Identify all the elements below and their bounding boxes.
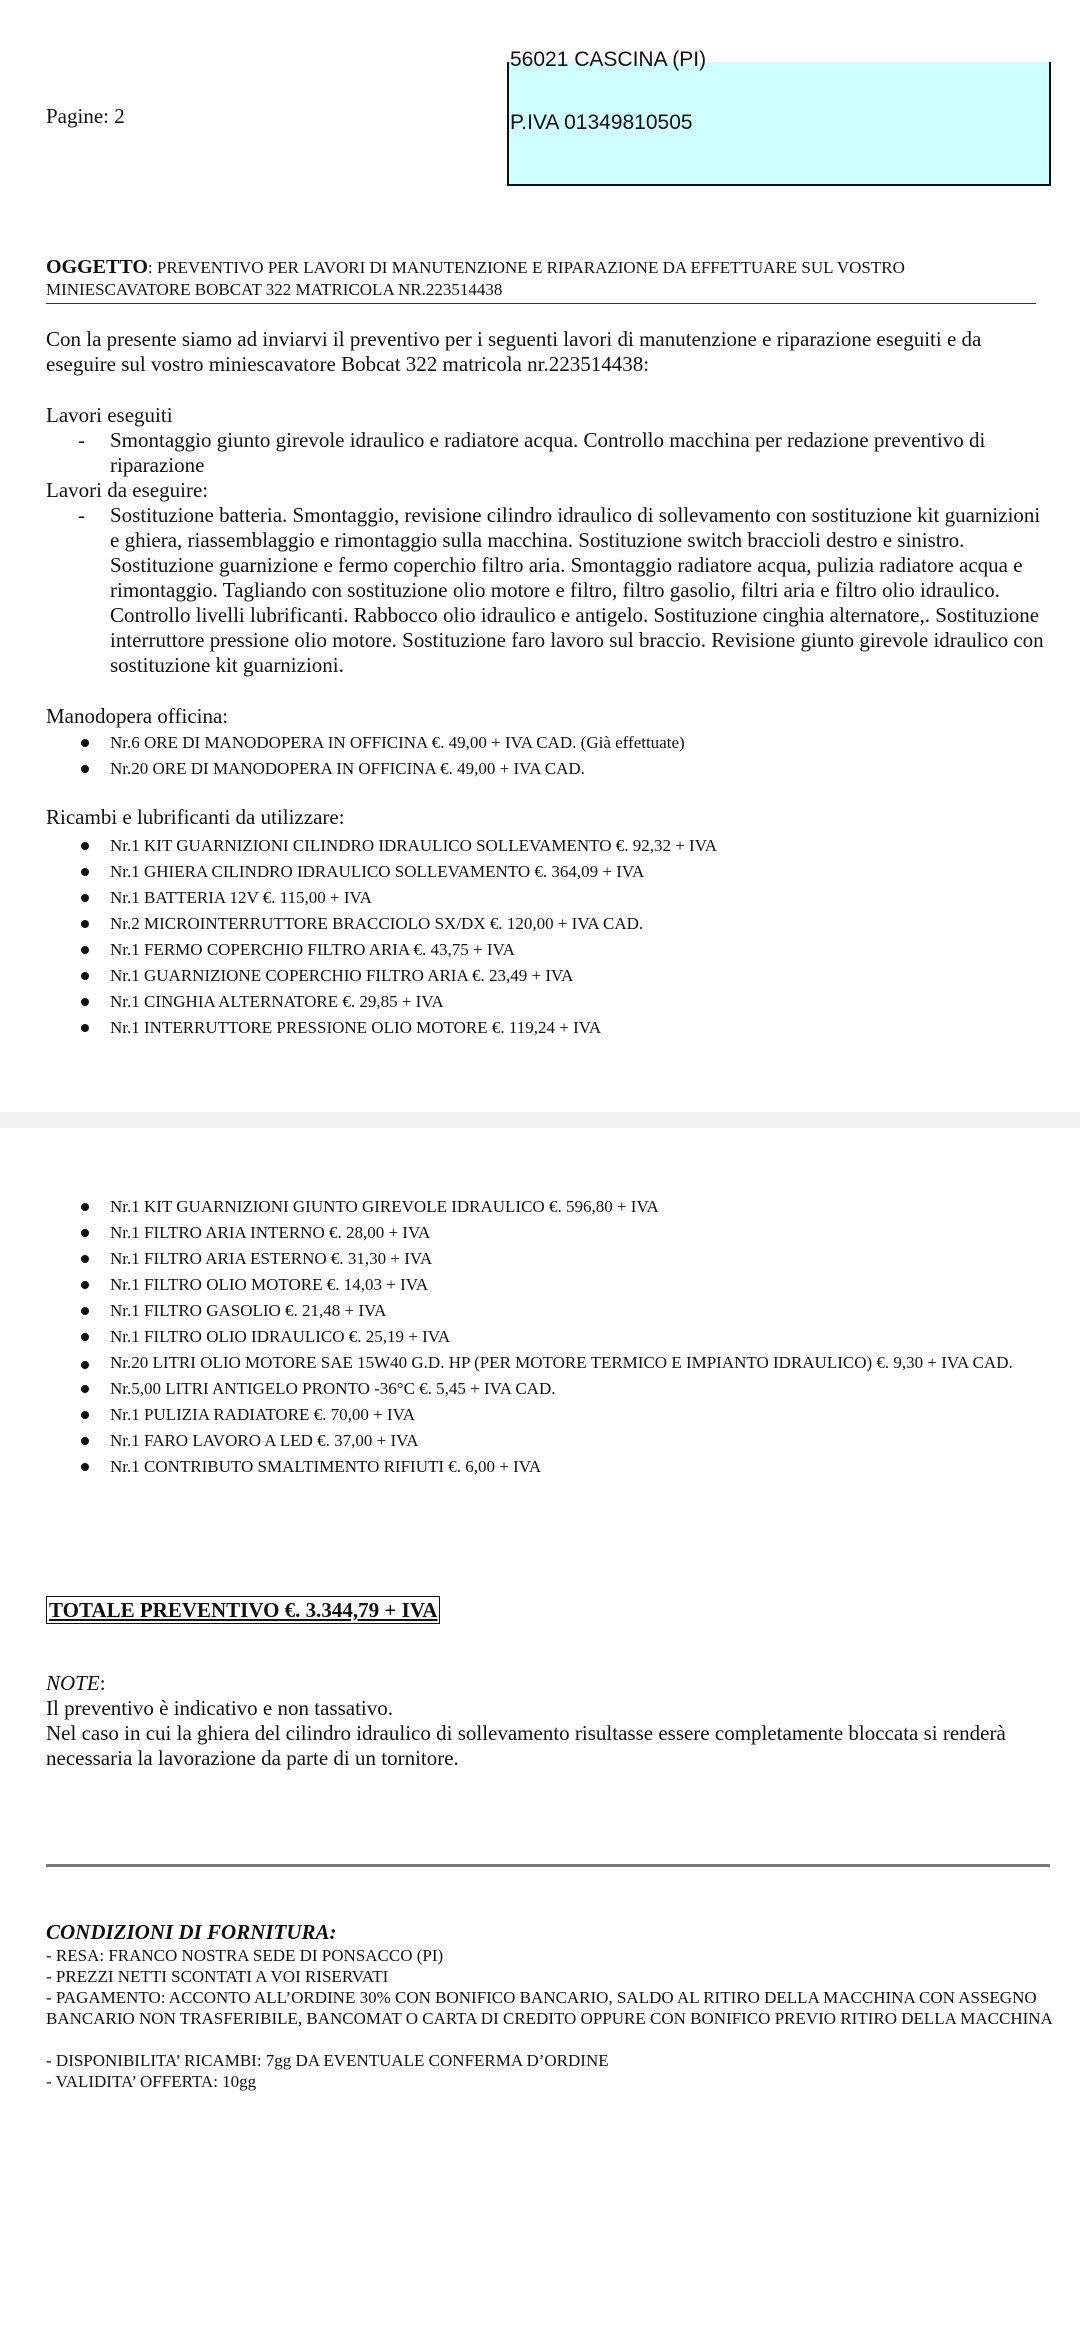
dash-marker: - (78, 428, 85, 452)
condition-line: - PREZZI NETTI SCONTATI A VOI RISERVATI (46, 1967, 389, 1986)
conditions-heading: CONDIZIONI DI FORNITURA: (46, 1920, 337, 1944)
lavori-da-eseguire-heading: Lavori da eseguire: (46, 478, 209, 502)
note-line-1: Il preventivo è indicativo e non tassativo. (46, 1696, 393, 1720)
divider (46, 1864, 1050, 1867)
list-item: Nr.1 INTERRUTTORE PRESSIONE OLIO MOTORE €. 119,24 + IVA (78, 1015, 1058, 1041)
ricambi-list-2 (78, 1194, 1058, 1480)
list-item: Nr.20 LITRI OLIO MOTORE SAE 15W40 G.D. HP (PER MOTORE TERMICO E IMPIANTO IDRAULICO) €. 9,30 + IVA CAD. (78, 1352, 1058, 1374)
condition-line: - VALIDITA’ OFFERTA: 10gg (46, 2072, 257, 2091)
total-estimate: TOTALE PREVENTIVO €. 3.344,79 + IVA (46, 1596, 440, 1624)
lavori-da-eseguire-text: Sostituzione batteria. Smontaggio, revisione cilindro idraulico di sollevamento con sostituzione kit guarnizioni e ghiera, riassemblaggio e rimontaggio sulla macchina. Sostituzione switch braccioli destro e sinistro. Sostituzione guarnizione e fermo coperchio filtro aria. Smontaggio radiatore acqua, pulizia radiatore acqua e rimontaggio. Tagliando con sostituzione olio motore e filtro, filtro gasolio, filtri aria e filtro olio idraulico. Controllo livelli lubrificanti. Rabbocco olio idraulico e antigelo. Sostituzione cinghia alternatore,. Sostituzione interruttore pressione olio motore. Sostituzione faro lavoro sul braccio. Revisione giunto girevole idraulico con sostituzione kit guarnizioni. (110, 503, 1044, 677)
address-city: 56021 CASCINA (PI) (510, 48, 707, 71)
note-colon: : (99, 1671, 106, 1695)
list-item: Nr.1 CINGHIA ALTERNATORE €. 29,85 + IVA (78, 989, 1058, 1015)
address-vat: P.IVA 01349810505 (510, 111, 693, 134)
list-item: Nr.1 FILTRO ARIA INTERNO €. 28,00 + IVA (78, 1220, 1058, 1246)
condition-line: - PAGAMENTO: ACCONTO ALL’ORDINE 30% CON BONIFICO BANCARIO, SALDO AL RITIRO DELLA MACCHINA CON ASSEGNO BANCARIO NON TRASFERIBILE, BANCOMAT O CARTA DI CREDITO OPPURE CON BONIFICO PREVIO RITIRO DELLA MACCHINA (46, 1988, 1053, 2028)
list-item: Nr.2 MICROINTERRUTTORE BRACCIOLO SX/DX €. 120,00 + IVA CAD. (78, 911, 1058, 937)
list-item: Nr.1 FILTRO ARIA ESTERNO €. 31,30 + IVA (78, 1246, 1058, 1272)
list-item: Nr.1 KIT GUARNIZIONI GIUNTO GIREVOLE IDRAULICO €. 596,80 + IVA (78, 1194, 1058, 1220)
list-item: Nr.5,00 LITRI ANTIGELO PRONTO -36°C €. 5,45 + IVA CAD. (78, 1376, 1058, 1402)
list-item: Nr.1 GHIERA CILINDRO IDRAULICO SOLLEVAMENTO €. 364,09 + IVA (78, 859, 1058, 885)
note-line-2: Nel caso in cui la ghiera del cilindro idraulico di sollevamento risultasse essere completamente bloccata si renderà necessaria la lavorazione da parte di un tornitore. (46, 1721, 1006, 1770)
list-item: Nr.1 FILTRO OLIO IDRAULICO €. 25,19 + IVA (78, 1324, 1058, 1350)
list-item: Nr.1 KIT GUARNIZIONI CILINDRO IDRAULICO SOLLEVAMENTO €. 92,32 + IVA (78, 833, 1058, 859)
list-item: Nr.20 ORE DI MANODOPERA IN OFFICINA €. 49,00 + IVA CAD. (78, 756, 1058, 782)
page-count: Pagine: 2 (46, 104, 125, 128)
list-item: Nr.1 FILTRO OLIO MOTORE €. 14,03 + IVA (78, 1272, 1058, 1298)
list-item: Nr.6 ORE DI MANODOPERA IN OFFICINA €. 49,00 + IVA CAD. (Già effettuate) (78, 730, 1058, 756)
ricambi-list-1 (78, 833, 1058, 1041)
page-separator (0, 1112, 1080, 1128)
manodopera-heading: Manodopera officina: (46, 704, 229, 728)
note-heading (46, 1671, 106, 1696)
condition-line: - RESA: FRANCO NOSTRA SEDE DI PONSACCO (PI) (46, 1946, 444, 1965)
list-item: Nr.1 PULIZIA RADIATORE €. 70,00 + IVA (78, 1402, 1058, 1428)
list-item: Nr.1 FARO LAVORO A LED €. 37,00 + IVA (78, 1428, 1058, 1454)
address-box (507, 48, 1051, 186)
condition-line: - DISPONIBILITA’ RICAMBI: 7gg DA EVENTUALE CONFERMA D’ORDINE (46, 2051, 609, 2070)
subject-label: OGGETTO (46, 256, 148, 278)
dash-marker: - (78, 503, 85, 527)
intro-paragraph: Con la presente siamo ad inviarvi il preventivo per i seguenti lavori di manutenzione e riparazione eseguiti e da eseguire sul vostro miniescavatore Bobcat 322 matricola nr.223514438: (46, 327, 982, 376)
list-item: Nr.1 FERMO COPERCHIO FILTRO ARIA €. 43,75 + IVA (78, 937, 1058, 963)
ricambi-heading: Ricambi e lubrificanti da utilizzare: (46, 805, 345, 829)
subject-line (46, 256, 1036, 304)
manodopera-list (78, 730, 1058, 782)
list-item: Nr.1 BATTERIA 12V €. 115,00 + IVA (78, 885, 1058, 911)
lavori-eseguiti-item (78, 428, 1046, 478)
list-item: Nr.1 GUARNIZIONE COPERCHIO FILTRO ARIA €. 23,49 + IVA (78, 963, 1058, 989)
list-item: Nr.1 FILTRO GASOLIO €. 21,48 + IVA (78, 1298, 1058, 1324)
lavori-eseguiti-text: Smontaggio giunto girevole idraulico e radiatore acqua. Controllo macchina per redazione preventivo di riparazione (110, 428, 986, 477)
subject-text: : PREVENTIVO PER LAVORI DI MANUTENZIONE E RIPARAZIONE DA EFFETTUARE SUL VOSTRO MINIESCAVATORE BOBCAT 322 MATRICOLA NR.223514438 (46, 258, 905, 299)
document-page-1 (0, 0, 1080, 1112)
list-item: Nr.1 CONTRIBUTO SMALTIMENTO RIFIUTI €. 6,00 + IVA (78, 1454, 1058, 1480)
note-label: NOTE (46, 1671, 100, 1695)
lavori-da-eseguire-item (78, 503, 1046, 678)
lavori-eseguiti-heading: Lavori eseguiti (46, 403, 173, 427)
